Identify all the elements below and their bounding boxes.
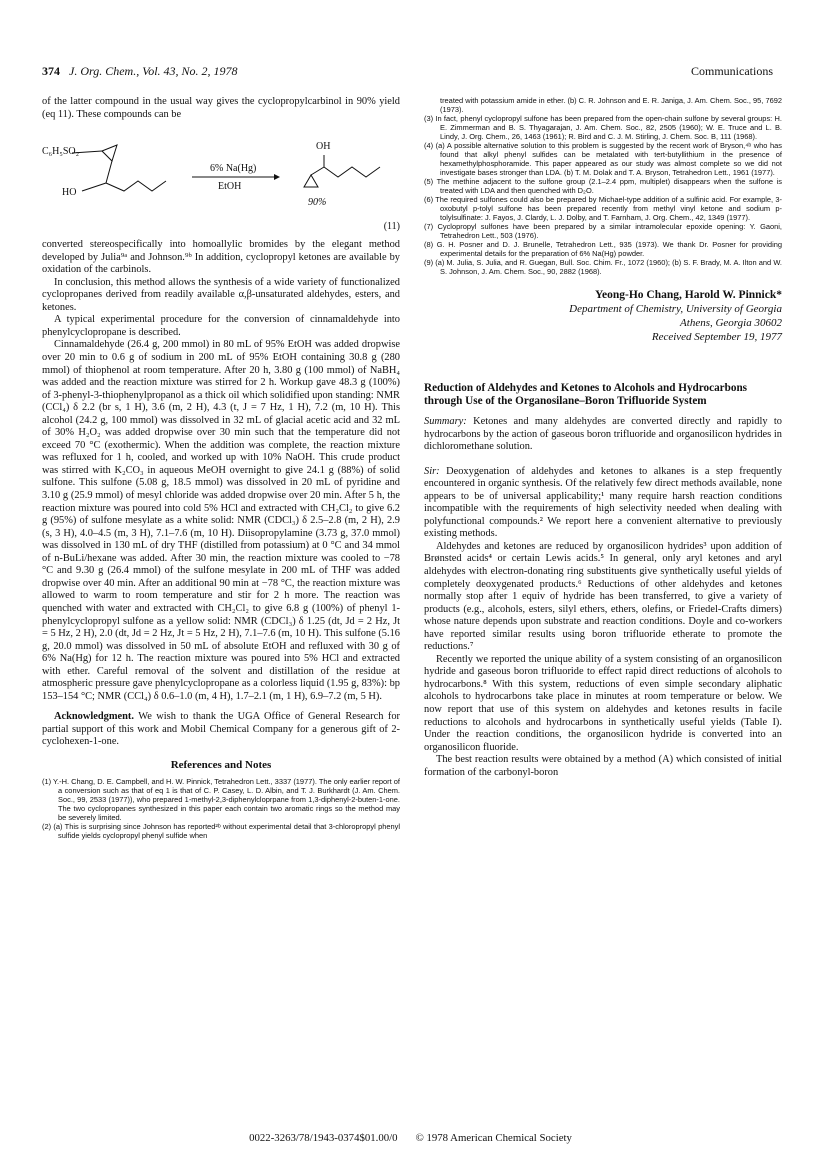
- solvent-label: EtOH: [218, 181, 242, 193]
- received-date: Received September 19, 1977: [651, 331, 782, 343]
- left-column: [42, 96, 400, 840]
- body-paragraph: Recently we reported the unique ability of a system consisting of an organosilicon hydride and gaseous boron trifluoride to effect rapid direct reductions of alcohols to hydrocarbons.⁸ With this system, reductions of even simple secondary aliphatic alcohols to hydrocarbons take place in minutes at room temperature or below. We now report that use of this system on aldehydes and ketones results in facile reductions to alcohols and hydrocarbons in synthetically useful yields (Table I). Under the reaction conditions, the organosilicon hydride is converted into an organosilicon fluoride.: [424, 653, 782, 753]
- product-cyclopropane: [304, 175, 318, 187]
- author-block: [424, 288, 782, 344]
- reference-item: (4) (a) A possible alternative solution to this problem is suggested by the recent work of Bryson,⁴ᵇ who has found that alkyl phenyl sulfides can be metalated with tert-butyllithium in the presence of hexamethylphosphoramide. This paper appeared as our study was almost complete so we did not investigate bases stronger than LDA. (b) T. M. Dolak and T. A. Bryson, Tetrahedron Lett., 1961 (1977).: [424, 141, 782, 177]
- body-paragraph: In conclusion, this method allows the synthesis of a wide variety of functionalized cyclopropanes derived from readily available α,β-unsaturated aldehydes, esters, and ketones.: [42, 276, 400, 313]
- authors: Yeong-Ho Chang, Harold W. Pinnick*: [594, 289, 782, 301]
- arrowhead: [274, 174, 280, 180]
- experimental-paragraph: Cinnamaldehyde (26.4 g, 200 mmol) in 80 mL of 95% EtOH was added dropwise over 20 min to 0.6 g of sodium in 200 mL of 95% EtOH containing 30.8 g (280 mmol) of thiophenol at room temperature. After 20 h, 3.80 g (100 mmol) of NaBH₄ was added and the reaction mixture was stirred for 2 h. Workup gave 48.3 g (100%) of 3-phenyl-3-thiophenylpropanol as a thick oil which solidified upon standing: NMR (CCl₄) δ 2.2 (br s, 1 H), 3.6 (m, 2 H), 4.3 (t, J = 7 Hz, 1 H), 7.2 (m, 10 H). This alcohol (24.2 g, 100 mmol) was dissolved in 32 mL of glacial acetic acid and 32 mL of 30% H₂O₂ was added dropwise over 30 min such that the temperature did not exceed 70 °C (exothermic). When the addition was complete, the reaction mixture was refluxed for 1 h, cooled, and worked up with 10% NaOH. This crude product was stirred with K₂CO₃ in aqueous MeOH overnight to give 24.1 g (88%) of solid sulfone. This sulfone (5.08 g, 18.5 mmol) was dissolved in 20 mL of pyridine and 3.10 g (25.9 mmol) of mesyl chloride was added dropwise over 20 min. After 5 h, the reaction mixture was poured into cold 5% HCl and extracted with CH₂Cl₂ to give 6.2 g (95%) of sulfone mesylate as a white solid: NMR (CDCl₃) δ 2.5–2.8 (m, 2 H), 2.9 (s, 3 H), 4.0–4.5 (m, 3 H), 7.1–7.6 (m, 10 H). Diisopropylamine (3.73 g, 37.0 mmol) was dissolved in 130 mL of dry THF (distilled from potassium) at 0 °C and 34 mmol of n-BuLi/hexane was added. After 30 min, the reaction mixture was cooled to −78 °C and 9.30 g (26.4 mmol) of the sulfone mesylate in 200 mL of THF was added dropwise over 40 min. After an additional 90 min at −78 °C, the reaction mixture was allowed to warm to room temperature and stir for 2 h more. The reaction was quenched with water and extracted with CH₂Cl₂ to give 6.8 g (100%) of phenyl 1-phenylcyclopropyl sulfone as a yellow solid: NMR (CDCl₃) δ 1.25 (dt, Jd = 2 Hz, Jt = 5 Hz, 2 H), 2.0 (dt, Jd = 2 Hz, Jt = 5 Hz, 2 H), 7.1–7.6 (m, 10 H). This sulfone (5.16 g, 20.0 mmol) was dissolved in 50 mL of absolute EtOH and refluxed with 30 g of 6% Na(Hg) for 12 h. The reaction mixture was poured into 5% HCl and extracted with ether. Careful removal of the solvent and distillation of the residue at atmospheric pressure gave phenylcyclopropane as a colorless liquid (1.95 g, 83%): bp 153–154 °C; NMR (CCl₄) δ 0.6–1.0 (m, 4 H), 1.7–2.1 (m, 1 H), 6.9–7.2 (m, 5 H).: [42, 339, 400, 702]
- ring-bond: [106, 161, 112, 183]
- affiliation-department: Department of Chemistry, University of Georgia: [569, 303, 782, 315]
- reactant-group-label: C₆H₅SO₂: [42, 146, 80, 158]
- copyright: © 1978 American Chemical Society: [415, 1132, 572, 1144]
- body-paragraph: The best reaction results were obtained by a method (A) which consisted of initial formation of the carbonyl-boron: [424, 754, 782, 778]
- acknowledgment-lead: Acknowledgment.: [54, 711, 134, 723]
- product-bond: [311, 167, 324, 175]
- body-paragraph: A typical experimental procedure for the conversion of cinnamaldehyde into phenylcyclopropane is described.: [42, 314, 400, 338]
- body-paragraph: converted stereospecifically into homoallylic bromides by the elegant method developed by Julia⁹ᵃ and Johnson.⁹ᵇ In addition, cyclopropyl ketones are available by oxidation of the carbinols.: [42, 239, 400, 276]
- running-header-left: [42, 64, 238, 79]
- product-chain: [324, 167, 380, 177]
- reference-item: (2) (a) This is surprising since Johnson has reported²ᵇ without experimental detail that 3-chloropropyl phenyl sulfide yields cyclopropyl phenyl sulfide when: [42, 821, 400, 840]
- reaction-scheme: [42, 125, 400, 237]
- sir-lead: Sir:: [424, 465, 440, 477]
- intro-paragraph: of the latter compound in the usual way gives the cyclopropylcarbinol in 90% yield (eq 11). These compounds can be: [42, 96, 400, 120]
- body-paragraph: Aldehydes and ketones are reduced by organosilicon hydrides³ upon addition of Brønsted acids⁴ or certain Lewis acids.⁵ In general, only aryl ketones and aryl aldehydes with electron-donating ring substituents give synthetically useful yields of completely deoxygenated products.⁶ Reductions of other aldehydes and ketones normally stop after 1 equiv of hydride has been transferred, to give a variety of products (e.g., alcohols, esters, silyl ethers, ethers, olefins, or Friedel-Crafts dimers) whose nature depends upon substrate and reaction conditions. Doyle and co-workers have reported similar results using boron trifluoride etherate to promote the reductions.⁷: [424, 540, 782, 653]
- product-oh-label: OH: [316, 141, 331, 153]
- affiliation-city: Athens, Georgia 30602: [680, 317, 782, 329]
- reference-item: (6) The required sulfones could also be prepared by Michael-type addition of a sulfinic acid. For example, 3-oxobutyl p-tolyl sulfone has been prepared recently from methyl vinyl ketone and sodium p-tolylsulfinate: J. Fayos, J. Clardy, L. J. Dolby, and T. Farnham, J. Org. Chem., 42, 1349 (1977).: [424, 195, 782, 222]
- acknowledgment: [42, 711, 400, 749]
- alkyl-chain: [106, 181, 166, 191]
- summary: [424, 416, 782, 454]
- reference-item: (5) The methine adjacent to the sulfone group (2.1–2.4 ppm, multiplet) disappears when the sulfone is treated with LDA and then quenched with D₂O.: [424, 177, 782, 195]
- cyclopropane-ring: [102, 145, 117, 161]
- section-header: Communications: [691, 64, 773, 78]
- article-code: 0022-3263/78/1943-0374$01.00/0: [249, 1132, 398, 1144]
- references-heading: References and Notes: [170, 758, 272, 771]
- acknowledgment-text: We wish to thank the UGA Office of General Research for partial support of this work and Mobil Chemical Company for a generous gift of 2-cyclohexen-1-one.: [42, 711, 400, 748]
- equation-number: (11): [383, 221, 400, 233]
- sir-text: Deoxygenation of aldehydes and ketones to alkanes is a step frequently encountered in organic synthesis. Of the relatively few direct methods available, none appears to be of universal applicability;¹ many require harsh reaction conditions incompatible with the requirements of high selectivity needed when dealing with polyfunctional compounds.² We report here a convenient alternative to previously existing methods.: [424, 465, 782, 540]
- reference-item: (7) Cyclopropyl sulfones have been prepared by a similar intramolecular epoxide opening: Y. Gaoni, Tetrahedron Lett., 503 (1976).: [424, 222, 782, 240]
- article-title: Reduction of Aldehydes and Ketones to Alcohols and Hydrocarbons through Use of the Organosilane–Boron Trifluoride System: [424, 382, 748, 407]
- summary-lead: Summary:: [424, 416, 467, 427]
- journal-citation: J. Org. Chem., Vol. 43, No. 2, 1978: [69, 64, 238, 78]
- reference-item: (8) G. H. Posner and D. J. Brunelle, Tetrahedron Lett., 935 (1973). We thank Dr. Posner for providing experimental details for the preparation of 6% Na(Hg) powder.: [424, 240, 782, 258]
- sir-paragraph: [424, 466, 782, 541]
- reactant-oh-label: HO: [62, 187, 77, 199]
- yield-label: 90%: [308, 197, 327, 209]
- page-footer: [0, 1132, 821, 1144]
- summary-text: Ketones and many aldehydes are converted directly and rapidly to hydrocarbons by the action of gaseous boron trifluoride and organosilicon hydrides in dichloromethane solution.: [424, 416, 782, 453]
- right-column: [424, 96, 782, 779]
- reagent-label: 6% Na(Hg): [210, 163, 257, 175]
- reference-item: (1) Y.-H. Chang, D. E. Campbell, and H. W. Pinnick, Tetrahedron Lett., 3337 (1977). The only earlier report of a conversion such as that of eq 1 is that of C. P. Casey, L. D. Albin, and T. J. Burkhardt (J. Am. Chem. Soc., 99, 2533 (1977)), who prepared 1-methyl-2,3-diphenylcloprpane from 1,3-diphenyl-2-buten-1-one. The two cyclopropanes synthesized in this paper each contain two aromatic rings so the method may be severely limited.: [42, 776, 400, 822]
- references-list-right: [424, 96, 782, 276]
- reference-item: (9) (a) M. Julia, S. Julia, and R. Guegan, Bull. Soc. Chim. Fr., 1072 (1960); (b) S. F. Brady, M. A. Ilton and W. S. Johnson, J. Am. Chem. Soc., 90, 2882 (1968).: [424, 258, 782, 276]
- hydroxyl-bond: [82, 183, 106, 191]
- reference-item: (3) In fact, phenyl cyclopropyl sulfone has been prepared from the open-chain sulfone by several groups: H. E. Zimmerman and B. S. Thyagarajan, J. Am. Chem. Soc., 82, 2505 (1960); W. E. Truce and L. B. Lindy, J. Org. Chem., 26, 1463 (1961); R. Bird and C. J. M. Stirling, J. Chem. Soc. B, 111 (1968).: [424, 114, 782, 141]
- reference-item: treated with potassium amide in ether. (b) C. R. Johnson and E. R. Janiga, J. Am. Chem. Soc., 95, 7692 (1973).: [440, 96, 782, 114]
- references-list-left: [42, 777, 400, 840]
- page-number: 374: [42, 64, 60, 78]
